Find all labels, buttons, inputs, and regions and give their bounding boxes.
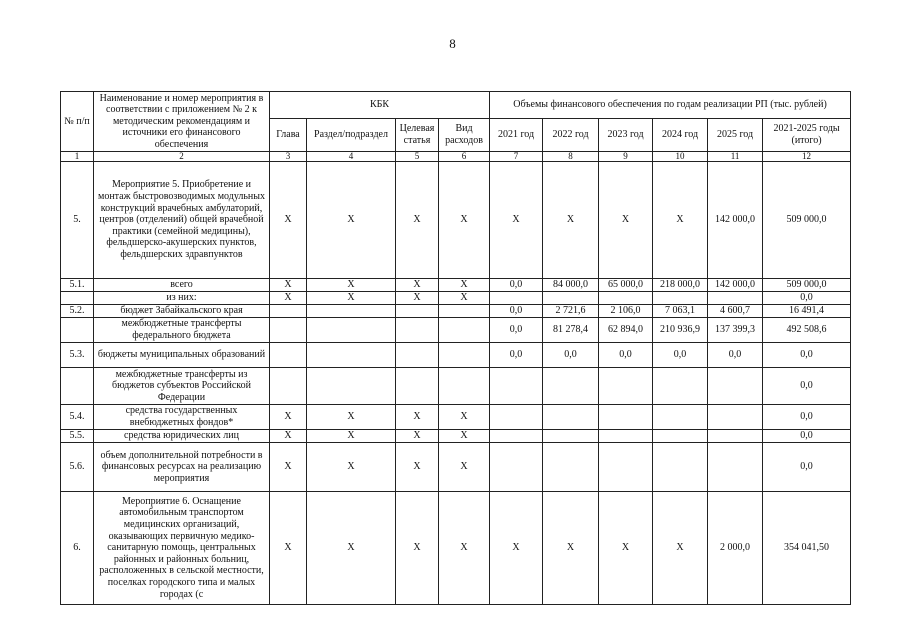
y2023-cell: [599, 368, 653, 405]
table-body: [61, 152, 851, 605]
razdel-cell: X: [307, 279, 396, 292]
header-2025: 2025 год: [708, 119, 763, 152]
row-name: Мероприятие 5. Приобретение и монтаж быстровозводимых модульных конструкций врачебных амбулаторий, центров (отделений) общей врачебной практики (семейной медицины), фельдшерско-акушерских пунктов, фельдшерских здравпунктов: [94, 162, 270, 279]
column-number: 2: [94, 152, 270, 162]
glava-cell: X: [270, 292, 307, 305]
table-row: [61, 443, 851, 492]
y2024-cell: [653, 368, 708, 405]
glava-cell: [270, 368, 307, 405]
header-glava: Глава: [270, 119, 307, 152]
y2024-cell: X: [653, 162, 708, 279]
glava-cell: [270, 343, 307, 368]
y2024-cell: [653, 292, 708, 305]
column-number: 1: [61, 152, 94, 162]
row-number: 5.3.: [61, 343, 94, 368]
y2022-cell: [543, 430, 599, 443]
razdel-cell: [307, 343, 396, 368]
table-row: [61, 318, 851, 343]
glava-cell: [270, 318, 307, 343]
razdel-cell: X: [307, 162, 396, 279]
page-number: 8: [449, 36, 456, 51]
row-name: бюджеты муниципальных образований: [94, 343, 270, 368]
y2022-cell: 0,0: [543, 343, 599, 368]
column-number: 11: [708, 152, 763, 162]
total-cell: 0,0: [763, 292, 851, 305]
y2021-cell: [490, 368, 543, 405]
table-row: [61, 305, 851, 318]
table-row: [61, 368, 851, 405]
glava-cell: [270, 305, 307, 318]
row-number: 5.4.: [61, 405, 94, 430]
column-numbers-row: [61, 152, 851, 162]
celevaya-cell: X: [396, 405, 439, 430]
row-name: всего: [94, 279, 270, 292]
header-kbk: КБК: [270, 92, 490, 119]
row-number: [61, 368, 94, 405]
row-name: средства государственных внебюджетных фондов*: [94, 405, 270, 430]
vid-cell: X: [439, 430, 490, 443]
celevaya-cell: [396, 343, 439, 368]
y2025-cell: 142 000,0: [708, 162, 763, 279]
total-cell: 0,0: [763, 405, 851, 430]
y2023-cell: 62 894,0: [599, 318, 653, 343]
y2023-cell: 2 106,0: [599, 305, 653, 318]
y2021-cell: 0,0: [490, 305, 543, 318]
header-2023: 2023 год: [599, 119, 653, 152]
y2025-cell: [708, 368, 763, 405]
glava-cell: X: [270, 279, 307, 292]
celevaya-cell: X: [396, 443, 439, 492]
y2022-cell: [543, 443, 599, 492]
row-number: 5.: [61, 162, 94, 279]
row-number: [61, 292, 94, 305]
column-number: 9: [599, 152, 653, 162]
y2022-cell: [543, 405, 599, 430]
y2021-cell: X: [490, 162, 543, 279]
y2025-cell: [708, 430, 763, 443]
y2023-cell: [599, 430, 653, 443]
vid-cell: X: [439, 162, 490, 279]
y2025-cell: 2 000,0: [708, 492, 763, 605]
row-number: [61, 318, 94, 343]
razdel-cell: X: [307, 430, 396, 443]
table-row: [61, 279, 851, 292]
column-number: 10: [653, 152, 708, 162]
vid-cell: [439, 343, 490, 368]
y2023-cell: X: [599, 492, 653, 605]
razdel-cell: [307, 318, 396, 343]
total-cell: 509 000,0: [763, 279, 851, 292]
glava-cell: X: [270, 443, 307, 492]
celevaya-cell: X: [396, 279, 439, 292]
table-row: [61, 343, 851, 368]
y2023-cell: X: [599, 162, 653, 279]
row-name: из них:: [94, 292, 270, 305]
vid-cell: X: [439, 405, 490, 430]
vid-cell: X: [439, 443, 490, 492]
header-razdel: Раздел/подраздел: [307, 119, 396, 152]
celevaya-cell: X: [396, 492, 439, 605]
y2024-cell: X: [653, 492, 708, 605]
vid-cell: X: [439, 279, 490, 292]
total-cell: 0,0: [763, 368, 851, 405]
header-2021: 2021 год: [490, 119, 543, 152]
table-row: [61, 492, 851, 605]
y2023-cell: 0,0: [599, 343, 653, 368]
vid-cell: X: [439, 492, 490, 605]
total-cell: 492 508,6: [763, 318, 851, 343]
razdel-cell: X: [307, 292, 396, 305]
celevaya-cell: X: [396, 430, 439, 443]
row-name: объем дополнительной потребности в финансовых ресурсах на реализацию мероприятия: [94, 443, 270, 492]
celevaya-cell: [396, 305, 439, 318]
y2021-cell: [490, 443, 543, 492]
vid-cell: [439, 305, 490, 318]
razdel-cell: [307, 368, 396, 405]
y2022-cell: [543, 292, 599, 305]
vid-cell: [439, 368, 490, 405]
y2023-cell: [599, 443, 653, 492]
total-cell: 16 491,4: [763, 305, 851, 318]
total-cell: 0,0: [763, 343, 851, 368]
total-cell: 0,0: [763, 443, 851, 492]
y2021-cell: [490, 430, 543, 443]
y2021-cell: X: [490, 492, 543, 605]
total-cell: 0,0: [763, 430, 851, 443]
header-vid: Вид расходов: [439, 119, 490, 152]
column-number: 3: [270, 152, 307, 162]
column-number: 7: [490, 152, 543, 162]
header-2024: 2024 год: [653, 119, 708, 152]
y2025-cell: 0,0: [708, 343, 763, 368]
y2022-cell: X: [543, 492, 599, 605]
row-name: межбюджетные трансферты федерального бюджета: [94, 318, 270, 343]
celevaya-cell: [396, 318, 439, 343]
column-number: 12: [763, 152, 851, 162]
y2024-cell: 218 000,0: [653, 279, 708, 292]
celevaya-cell: X: [396, 292, 439, 305]
y2022-cell: 2 721,6: [543, 305, 599, 318]
y2021-cell: [490, 405, 543, 430]
header-name: Наименование и номер мероприятия в соответствии с приложением № 2 к методическим рекомендациям и источники его финансового обеспечения: [94, 92, 270, 152]
y2024-cell: [653, 405, 708, 430]
header-celevaya: Целевая статья: [396, 119, 439, 152]
column-number: 4: [307, 152, 396, 162]
row-name: бюджет Забайкальского края: [94, 305, 270, 318]
column-number: 6: [439, 152, 490, 162]
glava-cell: X: [270, 405, 307, 430]
table-row: [61, 430, 851, 443]
y2021-cell: 0,0: [490, 343, 543, 368]
row-name: межбюджетные трансферты из бюджетов субъектов Российской Федерации: [94, 368, 270, 405]
row-name: средства юридических лиц: [94, 430, 270, 443]
column-number: 5: [396, 152, 439, 162]
y2025-cell: [708, 405, 763, 430]
row-number: 5.1.: [61, 279, 94, 292]
razdel-cell: X: [307, 443, 396, 492]
header-volumes: Объемы финансового обеспечения по годам реализации РП (тыс. рублей): [490, 92, 851, 119]
y2022-cell: X: [543, 162, 599, 279]
y2024-cell: [653, 443, 708, 492]
financing-table: [60, 91, 851, 605]
row-number: 5.6.: [61, 443, 94, 492]
table-row: [61, 292, 851, 305]
row-number: 5.2.: [61, 305, 94, 318]
header-num: № п/п: [61, 92, 94, 152]
y2025-cell: [708, 443, 763, 492]
y2022-cell: [543, 368, 599, 405]
glava-cell: X: [270, 492, 307, 605]
y2022-cell: 81 278,4: [543, 318, 599, 343]
total-cell: 354 041,50: [763, 492, 851, 605]
celevaya-cell: X: [396, 162, 439, 279]
header-2022: 2022 год: [543, 119, 599, 152]
header-total: 2021-2025 годы (итого): [763, 119, 851, 152]
table-row: [61, 162, 851, 279]
column-number: 8: [543, 152, 599, 162]
row-number: 5.5.: [61, 430, 94, 443]
glava-cell: X: [270, 430, 307, 443]
y2022-cell: 84 000,0: [543, 279, 599, 292]
glava-cell: X: [270, 162, 307, 279]
y2024-cell: 210 936,9: [653, 318, 708, 343]
razdel-cell: X: [307, 492, 396, 605]
y2025-cell: 142 000,0: [708, 279, 763, 292]
y2021-cell: [490, 292, 543, 305]
y2023-cell: 65 000,0: [599, 279, 653, 292]
y2021-cell: 0,0: [490, 318, 543, 343]
row-name: Мероприятие 6. Оснащение автомобильным транспортом медицинских организаций, оказывающих первичную медико-санитарную помощь, центральных районных и районных больниц, расположенных в сельской местности, поселках городского типа и малых городах (с: [94, 492, 270, 605]
razdel-cell: [307, 305, 396, 318]
razdel-cell: X: [307, 405, 396, 430]
table-row: [61, 405, 851, 430]
y2025-cell: 137 399,3: [708, 318, 763, 343]
y2023-cell: [599, 405, 653, 430]
row-number: 6.: [61, 492, 94, 605]
vid-cell: X: [439, 292, 490, 305]
y2025-cell: 4 600,7: [708, 305, 763, 318]
y2024-cell: [653, 430, 708, 443]
celevaya-cell: [396, 368, 439, 405]
y2025-cell: [708, 292, 763, 305]
y2023-cell: [599, 292, 653, 305]
y2021-cell: 0,0: [490, 279, 543, 292]
total-cell: 509 000,0: [763, 162, 851, 279]
y2024-cell: 0,0: [653, 343, 708, 368]
y2024-cell: 7 063,1: [653, 305, 708, 318]
vid-cell: [439, 318, 490, 343]
